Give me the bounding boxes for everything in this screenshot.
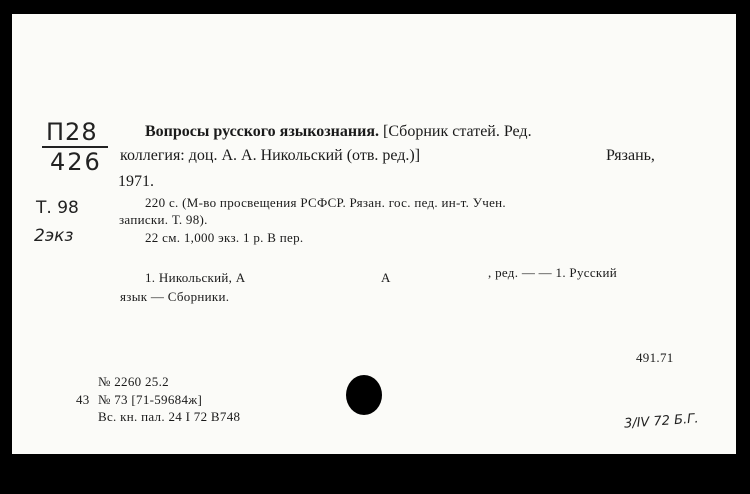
entry-line1 xyxy=(145,123,532,141)
publication-year: 1971. xyxy=(118,173,154,190)
shelfmark-copies: 2экз xyxy=(34,226,74,246)
shelfmark-line1: П28 xyxy=(46,118,98,146)
entry-line1-rest: [Сборник статей. Ред. xyxy=(382,123,532,140)
tracing-line2: язык — Сборники. xyxy=(120,289,230,304)
shelfmark-volume: Т. 98 xyxy=(36,198,79,218)
punch-hole xyxy=(346,375,382,415)
description-line1: 220 с. (М-во просвещения РСФСР. Рязан. гос. пед. ин-т. Учен. xyxy=(145,195,506,210)
book-title: Вопросы русского языкознания. xyxy=(145,123,379,140)
entry-line2: коллегия: доц. А. А. Никольский (отв. ред.)] xyxy=(120,147,421,164)
description-line2: записки. Т. 98). xyxy=(119,212,208,227)
classification-number: 491.71 xyxy=(636,350,674,365)
registry-line3: Вс. кн. пал. 24 I 72 В748 xyxy=(98,409,241,424)
tracing-line1-b: А xyxy=(381,270,391,285)
catalog-card xyxy=(12,14,736,454)
registry-prefix: 43 xyxy=(76,392,90,407)
tracing-line1-c: , ред. — — 1. Русский xyxy=(488,265,618,280)
tracing-line1-a: 1. Никольский, А xyxy=(145,270,246,285)
publication-place: Рязань, xyxy=(606,147,655,164)
registry-line2: № 73 [71-59684ж] xyxy=(98,392,203,407)
shelfmark-line2: 426 xyxy=(50,148,102,176)
registry-line1: № 2260 25.2 xyxy=(98,374,169,389)
handwritten-note: 3/IV 72 Б.Г. xyxy=(623,411,700,432)
description-line3: 22 см. 1,000 экз. 1 р. В пер. xyxy=(145,230,304,245)
